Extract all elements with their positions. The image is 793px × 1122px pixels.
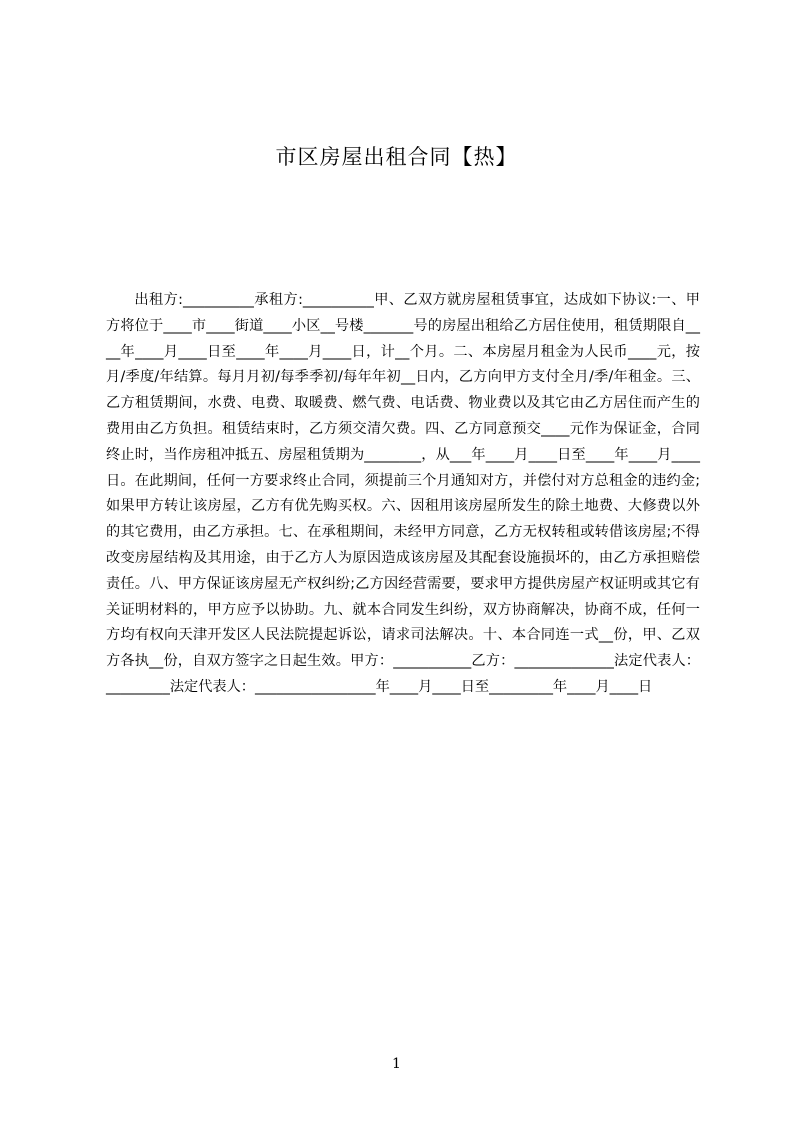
contract-body-text: 出租方:__________承租方:__________甲、乙双方就房屋租赁事宜，达成如下协议:一、甲方将位于____市____街道____小区__号楼_______号的房屋出租给乙方居住使用，租赁期限自____年____月____日至____年____月____日，计__个月。二、本房屋月租金为人民币____元，按月/季度/年结算。每月月初/每季季初/每年年初__日内，乙方向甲方支付全月/季/年租金。三、乙方租赁期间，水费、电费、取暖费、燃气费、电话费、物业费以及其它由乙方居住而产生的费用由乙方负担。租赁结束时，乙方须交清欠费。四、乙方同意预交____元作为保证金，合同终止时，当作房租冲抵五、房屋租赁期为________，从___年____月____日至____年____月____日。在此期间，任何一方要求终止合同，须提前三个月通知对方，并偿付对方总租金的违约金;如果甲方转让该房屋，乙方有优先购买权。六、因租用该房屋所发生的除土地费、大修费以外的其它费用，由乙方承担。七、在承租期间，未经甲方同意，乙方无权转租或转借该房屋;不得改变房屋结构及其用途，由于乙方人为原因造成该房屋及其配套设施损坏的，由乙方承担赔偿责任。八、甲方保证该房屋无产权纠纷;乙方因经营需要，要求甲方提供房屋产权证明或其它有关证明材料的，甲方应予以协助。九、就本合同发生纠纷，双方协商解决，协商不成，任何一方均有权向天津开发区人民法院提起诉讼，请求司法解决。十、本合同连一式__份，甲、乙双方各执__份，自双方签字之日起生效。甲方：___________乙方：______________法定代表人：_________法定代表人：_________________年____月____日至_________年____月____日 <box>106 292 700 695</box>
document-title: 市区房屋出租合同【热】 <box>275 145 518 169</box>
page-number: 1 <box>392 1056 401 1072</box>
